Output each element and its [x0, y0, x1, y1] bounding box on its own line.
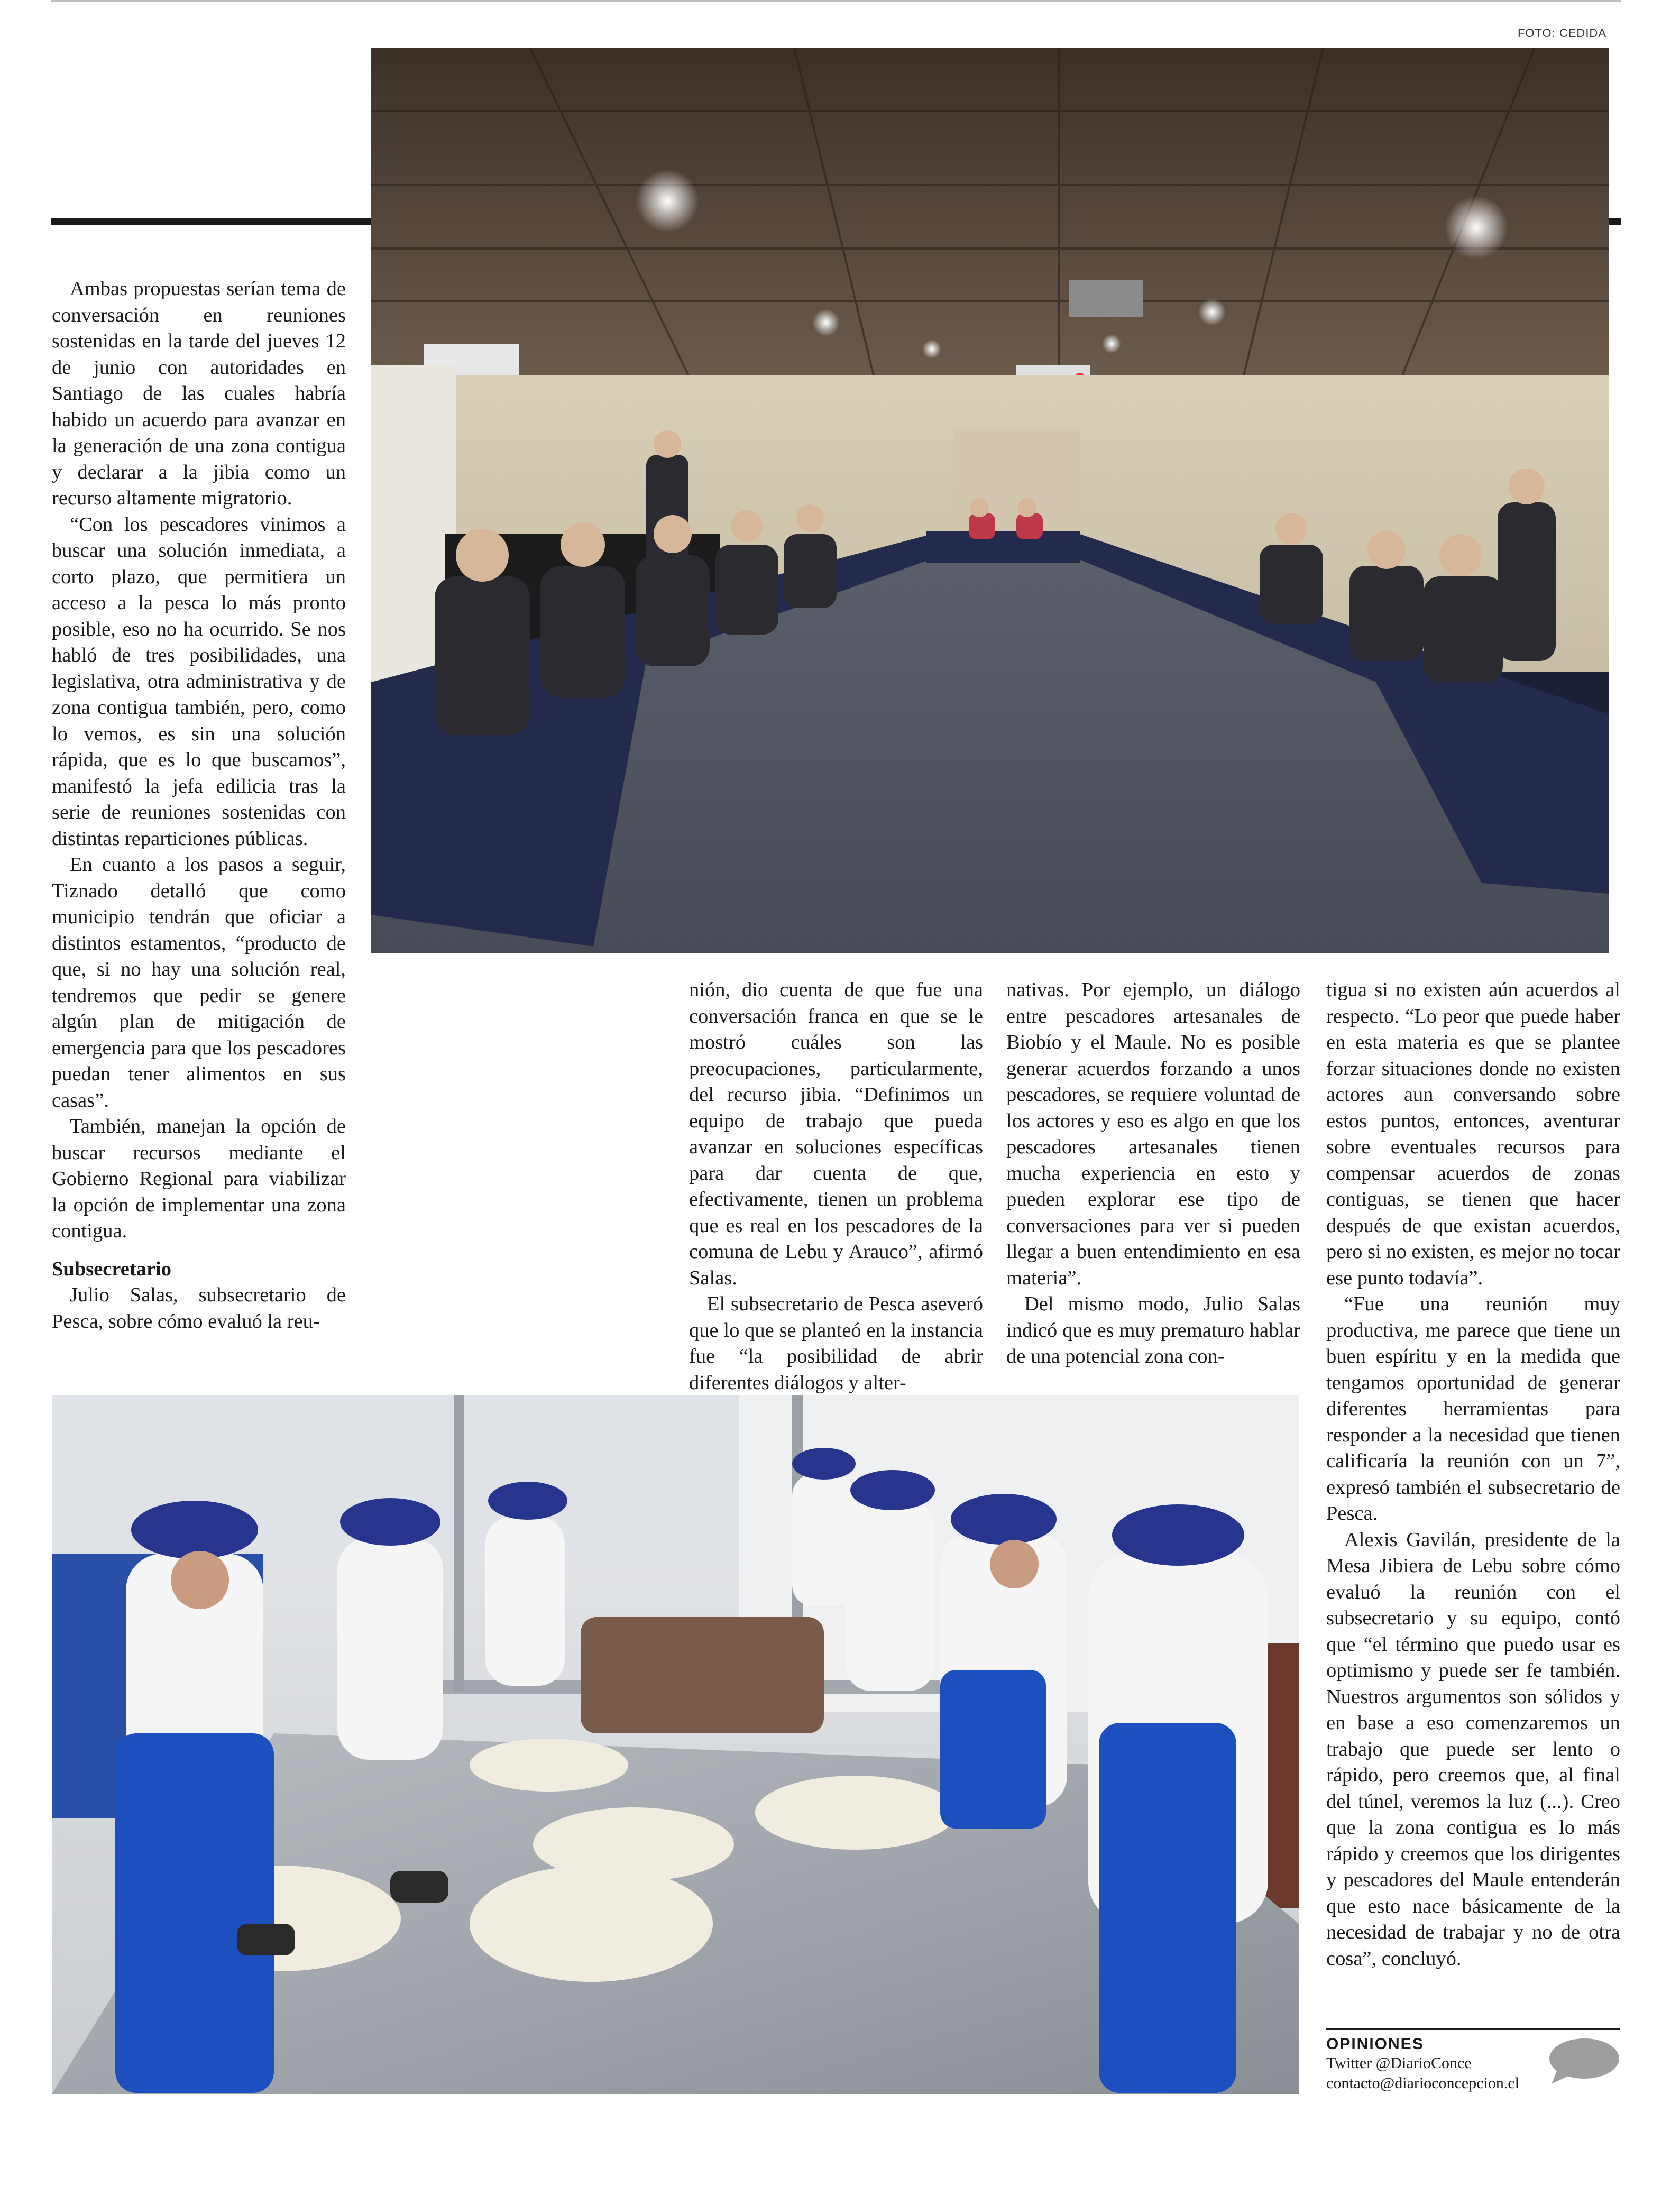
paragraph: El subsecretario de Pesca aseveró que lo que se planteó en la instancia fue “la posibilidad de abrir diferentes diálogos y alter-	[689, 1293, 983, 1394]
text-column-1	[52, 276, 346, 1335]
paragraph: Del mismo modo, Julio Salas indicó que es muy prematuro hablar de una potencial zona con-	[1006, 1293, 1300, 1367]
photo-credit-top: FOTO: CEDIDA	[1517, 26, 1606, 40]
paragraph: Alexis Gavilán, presidente de la Mesa Jibiera de Lebu sobre cómo evaluó la reunión con el subsecretario y su equipo, contó que “el término que puedo usar es optimismo y puede ser fe también. Nuestros argumentos son sólidos y en base a eso comenzaremos un trabajo que puede ser lento o rápido, pero creemos que, al final del túnel, veremos la luz (...). Creo que la zona contigua es lo más rápido y creemos que los dirigentes y pescadores del Maule entenderán que esto nace básicamente de la necesidad de trabajar y no de otra cosa”, concluyó.	[1326, 1528, 1620, 1970]
section-rule-left	[51, 218, 373, 225]
paragraph: “Fue una reunión muy productiva, me parece que tiene un buen espíritu y en la medida que tengamos oportunidad de generar diferentes herramientas para responder a la necesidad que tienen calificaría la reunión con un 7”, expresó también el subsecretario de Pesca.	[1326, 1293, 1620, 1524]
paragraph: Ambas propuestas serían tema de conversación en reuniones sostenidas en la tarde del jueves 12 de junio con autoridades en Santiago de las cuales habría habido un acuerdo para avanzar en la generación de una zona contigua y declarar a la jibia como un recurso altamente migratorio.	[52, 278, 346, 509]
paragraph: En cuanto a los pasos a seguir, Tiznado detalló que como municipio tendrán que oficiar a distintos estamentos, “producto de que, si no hay una solución real, tendremos que pedir se genere algún plan de mitigación de emergencia para que los pescadores puedan tener alimentos en sus casas”.	[52, 853, 346, 1112]
meeting-photo	[371, 48, 1609, 953]
fish-processing-photo	[52, 1395, 1299, 2094]
text-column-4	[1326, 977, 1620, 1972]
opiniones-box	[1326, 2028, 1620, 2093]
paragraph: nativas. Por ejemplo, un diálogo entre pescadores artesanales de Biobío y el Maule. No es posible generar acuerdos forzando a unos pescadores, se requiere voluntad de los actores y eso es algo en que los pescadores artesanales tienen mucha experiencia en esto y pueden explorar ese tipo de conversaciones para ver si pueden llegar a buen entendimiento en esa materia”.	[1006, 979, 1300, 1289]
text-column-3	[1006, 977, 1300, 1370]
twitter-handle[interactable]: Twitter @DiarioConce	[1326, 2054, 1472, 2072]
speech-bubble-icon	[1548, 2037, 1620, 2085]
contact-email[interactable]: contacto@diarioconcepcion.cl	[1326, 2074, 1519, 2092]
paragraph: tigua si no existen aún acuerdos al respecto. “Lo peor que puede haber en esta materia es que se plantee forzar situaciones donde no existen actores aun conversando sobre estos puntos, entonces, aventurar sobre eventuales recursos para compensar acuerdos de zonas contiguas, se tienen que hacer después de que existan acuerdos, pero si no existen, es mejor no tocar ese punto todavía”.	[1326, 979, 1620, 1289]
paragraph: “Con los pescadores vinimos a buscar una solución inmediata, a corto plazo, que permitiera un acceso a la pesca lo más pronto posible, eso no ha ocurrido. Se nos habló de tres posibilidades, una legislativa, otra administrativa y de zona contigua también, pero, como lo vemos, es sin una solución rápida, que es lo que buscamos”, manifestó la jefa edilicia tras la serie de reuniones sostenidas con distintas reparticiones públicas.	[52, 513, 346, 850]
opiniones-title: OPINIONES	[1326, 2035, 1424, 2053]
paragraph: nión, dio cuenta de que fue una conversación franca en que se le mostró cuáles son las preocupaciones, particularmente, del recurso jibia. “Definimos un equipo de trabajo que pueda avanzar en soluciones específicas para dar cuenta de que, efectivamente, tienen un problema que es real en los pescadores de la comuna de Lebu y Arauco”, afirmó Salas.	[689, 979, 983, 1289]
section-rule-right	[1609, 218, 1621, 225]
top-rule	[51, 0, 1621, 2]
paragraph: Julio Salas, subsecretario de Pesca, sobre cómo evaluó la reu-	[52, 1284, 346, 1333]
paragraph: También, manejan la opción de buscar recursos mediante el Gobierno Regional para viabilizar la opción de implementar una zona contigua.	[52, 1115, 346, 1242]
subheading: Subsecretario	[52, 1257, 171, 1280]
text-column-2	[689, 977, 983, 1396]
